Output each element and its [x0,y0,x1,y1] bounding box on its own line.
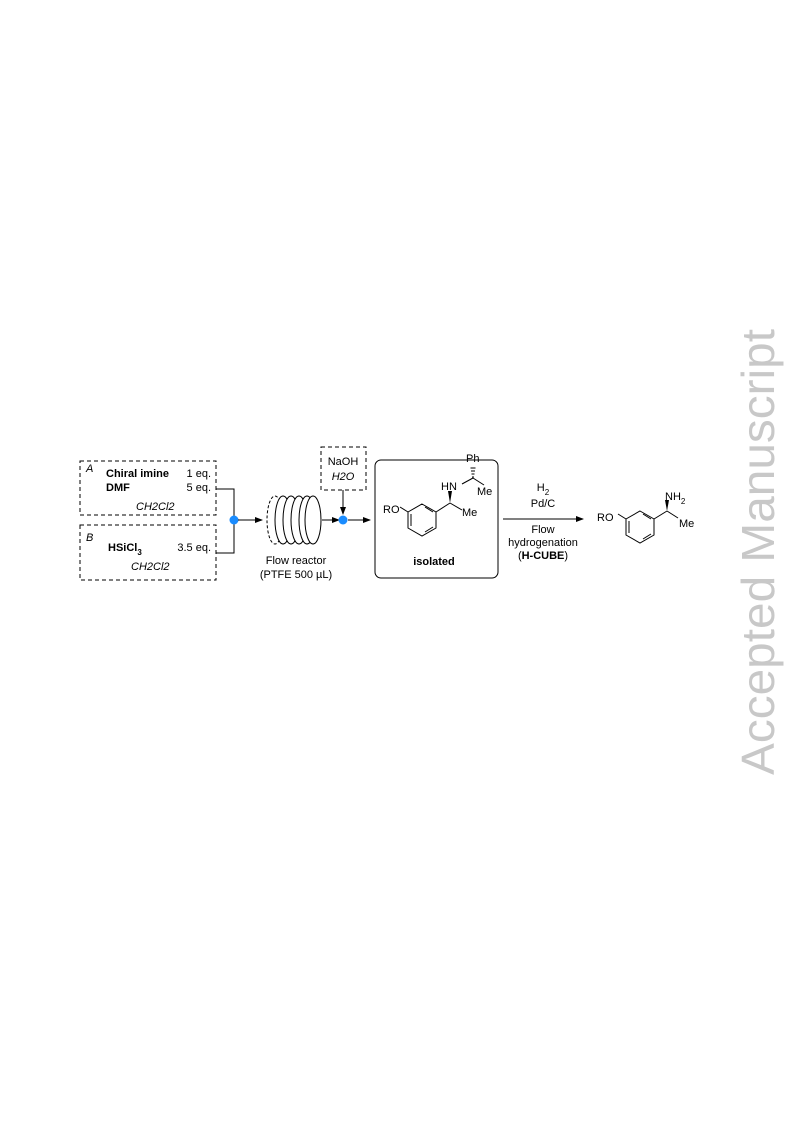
conditions-catalyst: Pd/C [530,498,556,510]
svg-text:HSiCl3 [108,542,142,557]
reactor-detail: (PTFE 500 µL) [259,569,333,581]
conditions-reagent: H [536,482,545,494]
stream-a-amount-1: 1 eq. [186,468,211,480]
product-benzene-ring [618,511,678,543]
stream-a-box [80,461,216,515]
intermediate-me-1: Me [477,486,493,498]
stream-b-box [80,525,216,580]
flow-reactor-coil [267,496,321,544]
reactor-label: Flow reactor [265,555,327,567]
stream-b-label: B [86,532,94,544]
conditions-reagent-subscript: 2 [544,488,550,497]
stream-b-reagent: HSiCl [108,542,138,554]
watermark-text: Accepted Manuscript [732,345,784,775]
product-ro: RO [597,512,614,524]
intermediate-ro: RO [383,504,400,516]
stream-a-label: A [86,463,94,475]
conditions-device-open: ( [517,550,522,562]
stream-a-reagent-1: Chiral imine [106,468,169,480]
intermediate-me-2: Me [462,507,478,519]
stream-b-solvent: CH2Cl2 [131,561,170,573]
conditions-device: H-CUBE [521,550,565,562]
product-me: Me [679,518,695,530]
conditions-line-1: Flow [531,524,555,536]
product-amine: NH [665,491,681,503]
quench-box [321,447,366,490]
product-amine-subscript: 2 [680,497,686,506]
intermediate-status: isolated [413,556,455,568]
stream-b-amount: 3.5 eq. [177,542,211,554]
product-structure [597,491,694,543]
conditions-line-2: hydrogenation [508,537,578,549]
intermediate-ph: Ph [466,453,480,465]
intermediate-hn: HN [441,481,457,493]
stream-a-reagent-2: DMF [106,482,130,494]
quench-solvent: H2O [331,471,355,483]
svg-text:H2 [537,482,550,497]
quench-reagent: NaOH [327,456,359,468]
accepted-manuscript-watermark [724,327,790,775]
stream-b-reagent-subscript: 3 [137,548,142,557]
stream-a-solvent: CH2Cl2 [136,501,175,513]
svg-text:(H-CUBE) [518,550,568,562]
intermediate-box [375,453,498,578]
mixer-junction-1 [230,516,239,525]
conditions-device-close: ) [564,550,569,562]
stream-a-amount-2: 5 eq. [186,482,211,494]
mixer-junction-2 [339,516,348,525]
intermediate-hashed-bond [471,468,476,477]
